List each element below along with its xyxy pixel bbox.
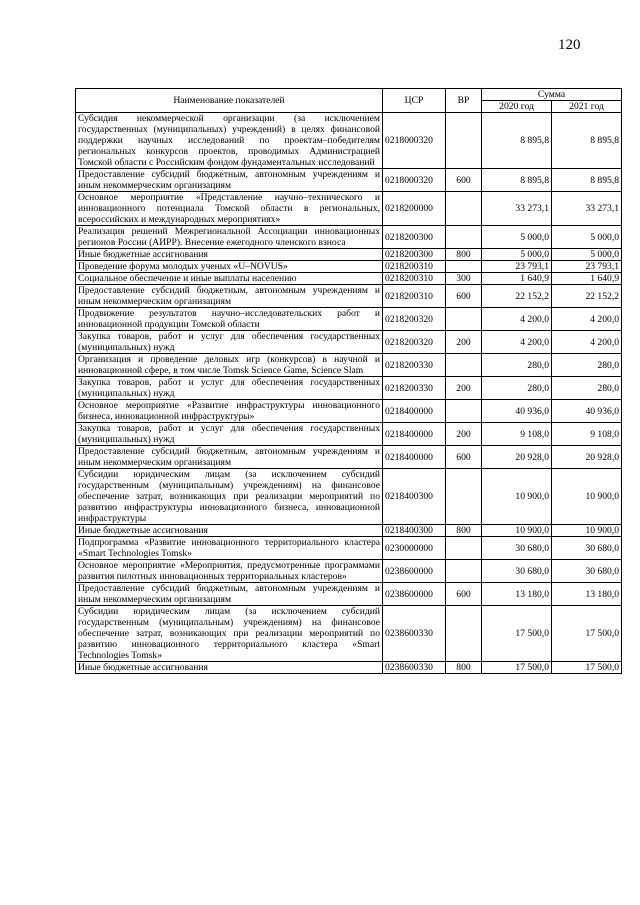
row-vr-cell bbox=[446, 606, 482, 662]
row-name-cell: Социальное обеспечение и иные выплаты населению bbox=[76, 273, 383, 285]
row-sum-2020-cell: 280,0 bbox=[482, 354, 552, 377]
row-name-cell: Иные бюджетные ассигнования bbox=[76, 249, 383, 261]
table-row bbox=[76, 423, 622, 446]
table-row bbox=[76, 662, 622, 674]
row-sum-2020-cell: 9 108,0 bbox=[482, 423, 552, 446]
table-row bbox=[76, 400, 622, 423]
row-sum-2020-cell: 5 000,0 bbox=[482, 226, 552, 249]
row-sum-2021-cell: 9 108,0 bbox=[552, 423, 622, 446]
row-sum-2021-cell: 23 793,1 bbox=[552, 261, 622, 273]
table-row bbox=[76, 192, 622, 226]
row-sum-2021-cell: 10 900,0 bbox=[552, 469, 622, 525]
row-sum-2021-cell: 5 000,0 bbox=[552, 226, 622, 249]
row-sum-2021-cell: 30 680,0 bbox=[552, 560, 622, 583]
table-row bbox=[76, 525, 622, 537]
row-vr-cell: 300 bbox=[446, 273, 482, 285]
row-sum-2020-cell: 23 793,1 bbox=[482, 261, 552, 273]
row-vr-cell bbox=[446, 354, 482, 377]
row-vr-cell: 800 bbox=[446, 662, 482, 674]
row-name-cell: Проведение форума молодых ученых «U–NOVUS» bbox=[76, 261, 383, 273]
row-name-cell: Субсидии юридическим лицам (за исключением субсидий государственным (муниципальным) учреждениям) на финансовое обеспечение затрат, возникающих при реализации мероприятий по развитию инфраструктуры инновационного бизнеса, инновационной инфраструктуры bbox=[76, 469, 383, 525]
header-name: Наименование показателей bbox=[76, 89, 383, 113]
row-vr-cell: 200 bbox=[446, 423, 482, 446]
row-sum-2020-cell: 30 680,0 bbox=[482, 560, 552, 583]
row-sum-2020-cell: 30 680,0 bbox=[482, 537, 552, 560]
table-row bbox=[76, 169, 622, 192]
row-name-cell: Предоставление субсидий бюджетным, автономным учреждениям и иным некоммерческим организациям bbox=[76, 169, 383, 192]
table-row bbox=[76, 469, 622, 525]
row-name-cell: Подпрограмма «Развитие инновационного территориального кластера «Smart Technologies Tomsk» bbox=[76, 537, 383, 560]
row-sum-2020-cell: 5 000,0 bbox=[482, 249, 552, 261]
table-row bbox=[76, 560, 622, 583]
page-number: 120 bbox=[558, 37, 581, 53]
row-csr-cell: 0218000320 bbox=[383, 169, 446, 192]
row-sum-2021-cell: 17 500,0 bbox=[552, 662, 622, 674]
table-row bbox=[76, 446, 622, 469]
table-row bbox=[76, 249, 622, 261]
row-name-cell: Реализация решений Межрегиональной Ассоциации инновационных регионов России (АИРР). Внесение ежегодного членского взноса bbox=[76, 226, 383, 249]
row-vr-cell: 200 bbox=[446, 377, 482, 400]
table-row bbox=[76, 606, 622, 662]
row-sum-2021-cell: 280,0 bbox=[552, 377, 622, 400]
row-name-cell: Предоставление субсидий бюджетным, автономным учреждениям и иным некоммерческим организациям bbox=[76, 285, 383, 308]
row-csr-cell: 0218200320 bbox=[383, 308, 446, 331]
row-vr-cell bbox=[446, 113, 482, 169]
row-csr-cell: 0218400300 bbox=[383, 525, 446, 537]
row-vr-cell: 600 bbox=[446, 446, 482, 469]
table-row bbox=[76, 377, 622, 400]
row-vr-cell bbox=[446, 537, 482, 560]
row-sum-2021-cell: 280,0 bbox=[552, 354, 622, 377]
row-csr-cell: 0238600330 bbox=[383, 606, 446, 662]
row-name-cell: Организация и проведение деловых игр (конкурсов) в научной и инновационной сфере, в том числе Tomsk Science Game, Science Slam bbox=[76, 354, 383, 377]
row-vr-cell bbox=[446, 308, 482, 331]
row-vr-cell: 800 bbox=[446, 525, 482, 537]
row-name-cell: Основное мероприятие «Развитие инфраструктуры инновационного бизнеса, инновационной инфраструктуры» bbox=[76, 400, 383, 423]
row-sum-2020-cell: 22 152,2 bbox=[482, 285, 552, 308]
row-name-cell: Предоставление субсидий бюджетным, автономным учреждениям и иным некоммерческим организациям bbox=[76, 583, 383, 606]
row-name-cell: Закупка товаров, работ и услуг для обеспечения государственных (муниципальных) нужд bbox=[76, 423, 383, 446]
row-sum-2021-cell: 10 900,0 bbox=[552, 525, 622, 537]
row-vr-cell: 800 bbox=[446, 249, 482, 261]
table-row bbox=[76, 285, 622, 308]
table-row bbox=[76, 273, 622, 285]
row-name-cell: Иные бюджетные ассигнования bbox=[76, 662, 383, 674]
table-row bbox=[76, 261, 622, 273]
row-sum-2021-cell: 22 152,2 bbox=[552, 285, 622, 308]
row-csr-cell: 0218200310 bbox=[383, 285, 446, 308]
row-sum-2020-cell: 8 895,8 bbox=[482, 169, 552, 192]
row-csr-cell: 0238600000 bbox=[383, 560, 446, 583]
row-name-cell: Основное мероприятие «Мероприятия, предусмотренные программами развития пилотных инновационных территориальных кластеров» bbox=[76, 560, 383, 583]
table-row bbox=[76, 583, 622, 606]
table-row bbox=[76, 308, 622, 331]
row-csr-cell: 0218400000 bbox=[383, 400, 446, 423]
row-csr-cell: 0218200000 bbox=[383, 192, 446, 226]
row-sum-2020-cell: 17 500,0 bbox=[482, 606, 552, 662]
row-csr-cell: 0238600000 bbox=[383, 583, 446, 606]
row-csr-cell: 0218200320 bbox=[383, 331, 446, 354]
row-vr-cell bbox=[446, 469, 482, 525]
row-sum-2020-cell: 20 928,0 bbox=[482, 446, 552, 469]
table-row bbox=[76, 331, 622, 354]
row-name-cell: Основное мероприятие «Представление научно–технического и инновационного потенциала Томской области в региональных, всероссийских и международных мероприятиях» bbox=[76, 192, 383, 226]
row-sum-2021-cell: 4 200,0 bbox=[552, 308, 622, 331]
row-sum-2020-cell: 13 180,0 bbox=[482, 583, 552, 606]
row-sum-2021-cell: 17 500,0 bbox=[552, 606, 622, 662]
row-sum-2021-cell: 40 936,0 bbox=[552, 400, 622, 423]
row-vr-cell: 600 bbox=[446, 583, 482, 606]
row-csr-cell: 0238600330 bbox=[383, 662, 446, 674]
table-row bbox=[76, 537, 622, 560]
row-sum-2021-cell: 13 180,0 bbox=[552, 583, 622, 606]
row-sum-2020-cell: 1 640,9 bbox=[482, 273, 552, 285]
row-vr-cell: 600 bbox=[446, 169, 482, 192]
table-body bbox=[76, 113, 622, 674]
row-csr-cell: 0218400000 bbox=[383, 446, 446, 469]
row-vr-cell: 600 bbox=[446, 285, 482, 308]
row-sum-2021-cell: 20 928,0 bbox=[552, 446, 622, 469]
header-year-2021: 2021 год bbox=[552, 101, 622, 113]
row-name-cell: Субсидия некоммерческой организации (за исключением государственных (муниципальных) учреждений) в целях финансовой поддержки научных исследований по проектам–победителям региональных конкурсов проектов, проводимых Администрацией Томской области с Российским фондом фундаментальных исследований bbox=[76, 113, 383, 169]
row-sum-2020-cell: 10 900,0 bbox=[482, 525, 552, 537]
header-sum: Сумма bbox=[482, 89, 622, 101]
row-csr-cell: 0218200300 bbox=[383, 226, 446, 249]
row-sum-2021-cell: 8 895,8 bbox=[552, 113, 622, 169]
row-vr-cell bbox=[446, 261, 482, 273]
row-sum-2020-cell: 4 200,0 bbox=[482, 308, 552, 331]
row-name-cell: Предоставление субсидий бюджетным, автономным учреждениям и иным некоммерческим организациям bbox=[76, 446, 383, 469]
row-csr-cell: 0218000320 bbox=[383, 113, 446, 169]
header-vr: ВР bbox=[446, 89, 482, 113]
row-vr-cell bbox=[446, 226, 482, 249]
row-vr-cell bbox=[446, 560, 482, 583]
row-sum-2021-cell: 5 000,0 bbox=[552, 249, 622, 261]
row-sum-2020-cell: 17 500,0 bbox=[482, 662, 552, 674]
row-sum-2021-cell: 33 273,1 bbox=[552, 192, 622, 226]
table-row bbox=[76, 113, 622, 169]
budget-table bbox=[75, 88, 622, 674]
row-sum-2020-cell: 280,0 bbox=[482, 377, 552, 400]
row-csr-cell: 0218200310 bbox=[383, 261, 446, 273]
row-sum-2021-cell: 30 680,0 bbox=[552, 537, 622, 560]
row-name-cell: Продвижение результатов научно–исследовательских работ и инновационной продукции Томской области bbox=[76, 308, 383, 331]
row-csr-cell: 0218200300 bbox=[383, 249, 446, 261]
row-name-cell: Субсидии юридическим лицам (за исключением субсидий государственным (муниципальным) учреждениям) на финансовое обеспечение затрат, возникающих при реализации мероприятий по развитию инновационного территориального кластера «Smart Technologies Tomsk» bbox=[76, 606, 383, 662]
row-vr-cell: 200 bbox=[446, 331, 482, 354]
row-name-cell: Закупка товаров, работ и услуг для обеспечения государственных (муниципальных) нужд bbox=[76, 377, 383, 400]
row-sum-2021-cell: 8 895,8 bbox=[552, 169, 622, 192]
row-sum-2020-cell: 10 900,0 bbox=[482, 469, 552, 525]
row-csr-cell: 0218400000 bbox=[383, 423, 446, 446]
row-csr-cell: 0218200330 bbox=[383, 354, 446, 377]
row-sum-2021-cell: 4 200,0 bbox=[552, 331, 622, 354]
row-csr-cell: 0218200310 bbox=[383, 273, 446, 285]
row-vr-cell bbox=[446, 400, 482, 423]
header-year-2020: 2020 год bbox=[482, 101, 552, 113]
row-sum-2020-cell: 33 273,1 bbox=[482, 192, 552, 226]
row-sum-2021-cell: 1 640,9 bbox=[552, 273, 622, 285]
row-vr-cell bbox=[446, 192, 482, 226]
row-name-cell: Иные бюджетные ассигнования bbox=[76, 525, 383, 537]
row-name-cell: Закупка товаров, работ и услуг для обеспечения государственных (муниципальных) нужд bbox=[76, 331, 383, 354]
row-csr-cell: 0218400300 bbox=[383, 469, 446, 525]
row-sum-2020-cell: 40 936,0 bbox=[482, 400, 552, 423]
table-row bbox=[76, 354, 622, 377]
row-csr-cell: 0230000000 bbox=[383, 537, 446, 560]
row-sum-2020-cell: 4 200,0 bbox=[482, 331, 552, 354]
row-sum-2020-cell: 8 895,8 bbox=[482, 113, 552, 169]
row-csr-cell: 0218200330 bbox=[383, 377, 446, 400]
header-csr: ЦСР bbox=[383, 89, 446, 113]
table-row bbox=[76, 226, 622, 249]
